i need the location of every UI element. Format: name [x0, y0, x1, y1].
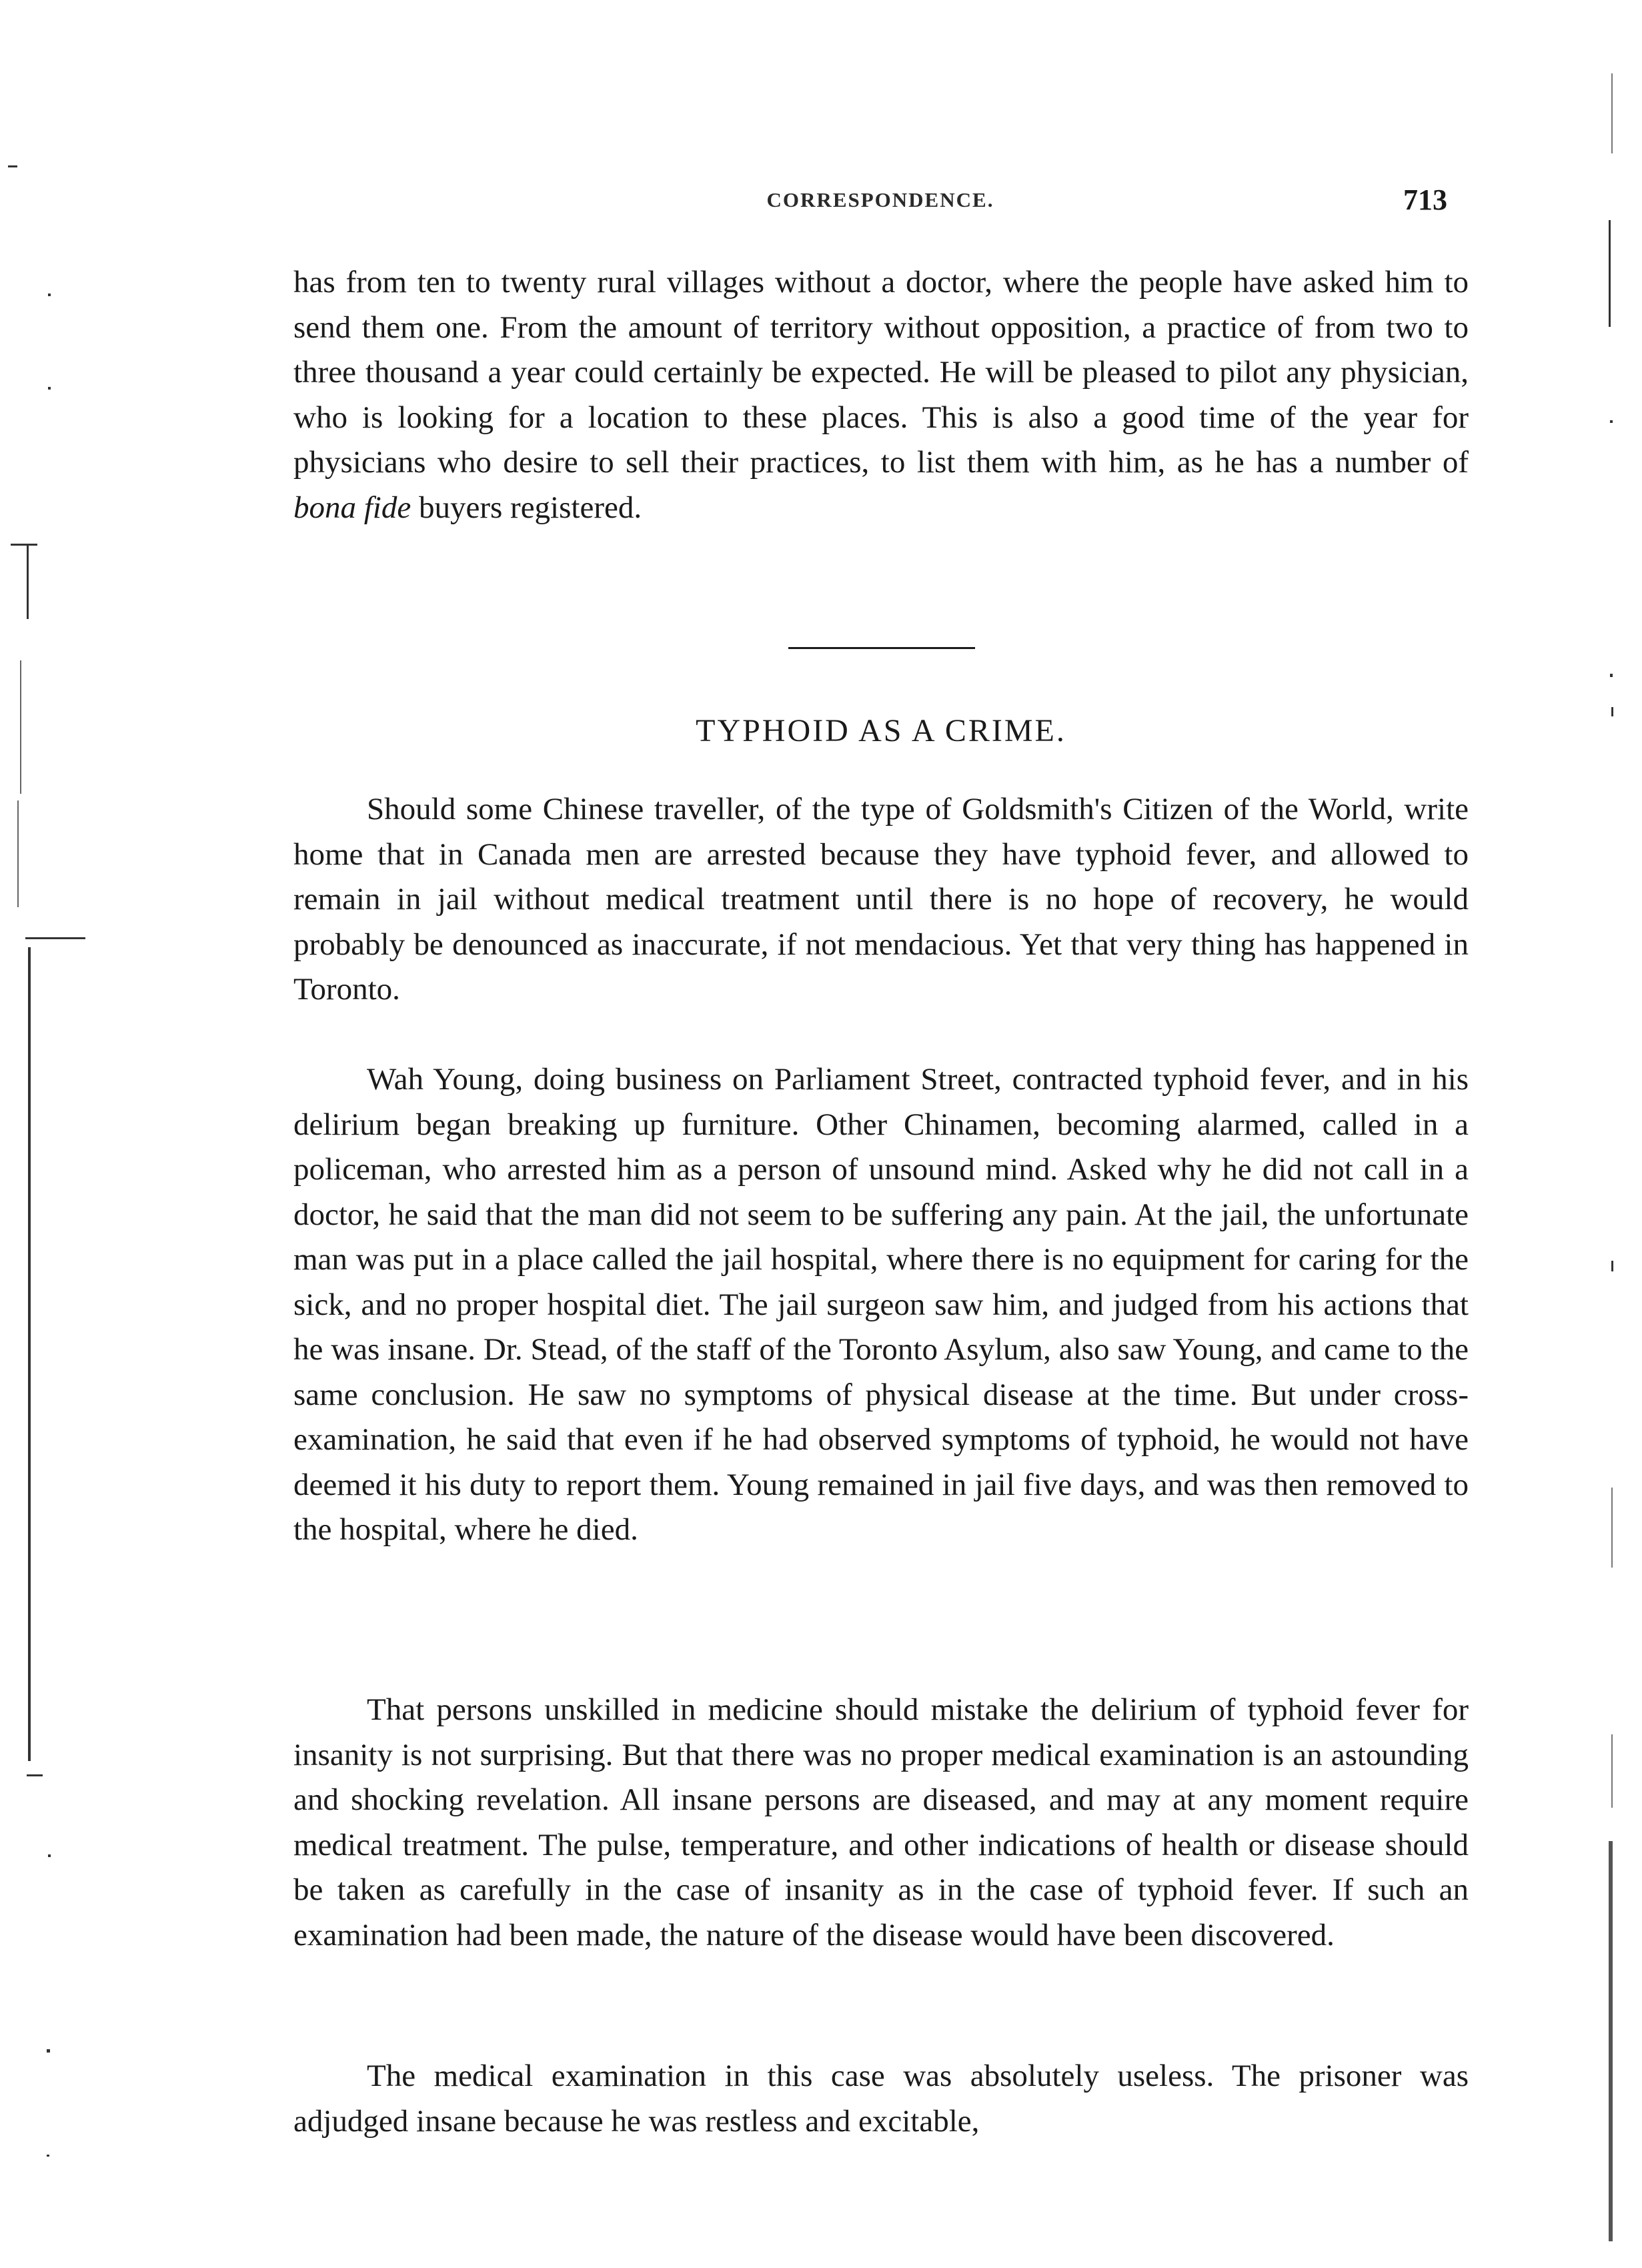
paragraph: Should some Chinese traveller, of the type of Goldsmith's Citizen of the World, write home that in Canada men are arrested because they have typhoid fever, and allowed to remain in jail without medical treatment until there is no hope of recovery, he would probably be denounced as inaccurate, if not mendacious. Yet that very thing has happened in Toronto.	[293, 792, 1469, 1007]
paragraph: Wah Young, doing business on Parliament Street, contracted typhoid fever, and in his delirium began breaking up furniture. Other Chinamen, becoming alarmed, called in a policeman, who arrested him as a person of unsound mind. Asked why he did not call in a doctor, he said that the man did not seem to be suffering any pain. At the jail, the unfortunate man was put in a place called the jail hospital, where there is no equipment for caring for the sick, and no proper hospital diet. The jail surgeon saw him, and judged from his actions that he was insane. Dr. Stead, of the staff of the Toronto Asylum, also saw Young, and came to the same conclusion. He saw no symptoms of physical disease at the time. But under cross-examination, he said that even if he had observed symptoms of typhoid, he would not have deemed it his duty to report them. Young remained in jail five days, and was then removed to the hospital, where he died.	[293, 1062, 1469, 1547]
paragraph-continuation	[293, 260, 1469, 530]
page-number: 713	[1403, 183, 1447, 216]
paragraph: The medical examination in this case was absolutely useless. The prisoner was adjudged insane because he was restless and excitable,	[293, 2059, 1469, 2139]
italic-phrase: bona fide	[293, 490, 412, 525]
section-title: TYPHOID AS A CRIME.	[696, 713, 1066, 748]
page-header	[293, 183, 1467, 223]
left-margin-scan-marks	[0, 0, 93, 2268]
section-divider	[788, 647, 975, 649]
running-head: CORRESPONDENCE.	[766, 188, 994, 211]
right-margin-scan-marks	[1582, 0, 1642, 2268]
paragraph-text-end: buyers registered.	[411, 490, 642, 525]
paragraph-text: has from ten to twenty rural villages without a doctor, where the people have asked him to send them one. From the amount of territory without opposition, a practice of from two to three thousand a year could certainly be expected. He will be pleased to pilot any physician, who is looking for a location to these places. This is also a good time of the year for physicians who desire to sell their practices, to list them with him, as he has a number of	[293, 265, 1469, 480]
paragraph: That persons unskilled in medicine should mistake the delirium of typhoid fever for insanity is not surprising. But that there was no proper medical examination is an astounding and shocking revelation. All insane persons are diseased, and may at any moment require medical treatment. The pulse, temperature, and other indications of health or disease should be taken as carefully in the case of insanity as in the case of typhoid fever. If such an examination had been made, the nature of the disease would have been discovered.	[293, 1692, 1469, 1952]
